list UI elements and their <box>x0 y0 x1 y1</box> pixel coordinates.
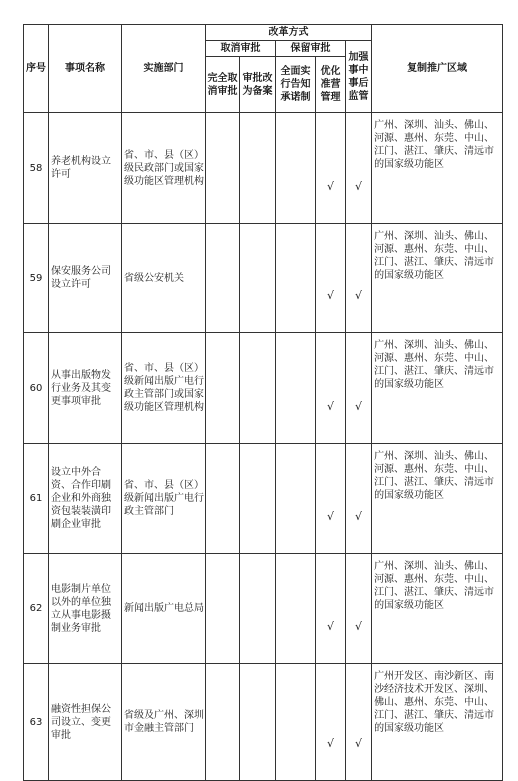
row-item-name: 融资性担保公司设立、变更审批 <box>49 664 122 781</box>
reform-items-table <box>23 24 503 781</box>
row-optimize-check: √ <box>316 664 346 781</box>
row-region: 广州开发区、南沙新区、南沙经济技术开发区、深圳、佛山、惠州、东莞、中山、江门、湛江、肇庆、清远市的国家级功能区 <box>372 664 503 781</box>
table-row <box>24 113 503 224</box>
table-row <box>24 333 503 444</box>
row-dept: 省、市、县（区）级民政部门或国家级功能区管理机构 <box>122 113 206 224</box>
row-to-record <box>240 444 276 554</box>
row-seq: 60 <box>24 333 49 444</box>
row-region: 广州、深圳、汕头、佛山、河源、惠州、东莞、中山、江门、湛江、肇庆、清远市的国家级功能区 <box>372 224 503 333</box>
row-seq: 62 <box>24 554 49 664</box>
table-row <box>24 664 503 781</box>
row-optimize-check: √ <box>316 113 346 224</box>
row-item-name: 从事出版物发行业务及其变更事项审批 <box>49 333 122 444</box>
row-region: 广州、深圳、汕头、佛山、河源、惠州、东莞、中山、江门、湛江、肇庆、清远市的国家级功能区 <box>372 444 503 554</box>
header-item-name: 事项名称 <box>49 25 122 113</box>
header-full-cancel: 完全取消审批 <box>206 57 240 113</box>
row-item-name: 设立中外合资、合作印刷企业和外商独资包装装潢印刷企业审批 <box>49 444 122 554</box>
row-item-name: 养老机构设立许可 <box>49 113 122 224</box>
header-notify-commitment: 全面实行告知承诺制 <box>276 57 316 113</box>
header-region: 复制推广区域 <box>372 25 503 113</box>
row-to-record <box>240 113 276 224</box>
row-strengthen-check: √ <box>346 333 372 444</box>
header-reform-method: 改革方式 <box>206 25 372 41</box>
row-optimize-check: √ <box>316 224 346 333</box>
row-notify <box>276 554 316 664</box>
row-strengthen-check: √ <box>346 224 372 333</box>
row-to-record <box>240 554 276 664</box>
row-full-cancel <box>206 333 240 444</box>
row-optimize-check: √ <box>316 444 346 554</box>
row-item-name: 电影制片单位以外的单位独立从事电影摄制业务审批 <box>49 554 122 664</box>
row-full-cancel <box>206 444 240 554</box>
header-seq: 序号 <box>24 25 49 113</box>
row-region: 广州、深圳、汕头、佛山、河源、惠州、东莞、中山、江门、湛江、肇庆、清远市的国家级功能区 <box>372 113 503 224</box>
row-full-cancel <box>206 113 240 224</box>
row-seq: 61 <box>24 444 49 554</box>
row-dept: 省、市、县（区）级新闻出版广电行政主管部门 <box>122 444 206 554</box>
row-notify <box>276 113 316 224</box>
row-full-cancel <box>206 554 240 664</box>
row-strengthen-check: √ <box>346 444 372 554</box>
row-strengthen-check: √ <box>346 554 372 664</box>
row-item-name: 保安服务公司设立许可 <box>49 224 122 333</box>
row-seq: 63 <box>24 664 49 781</box>
row-optimize-check: √ <box>316 554 346 664</box>
row-dept: 省级公安机关 <box>122 224 206 333</box>
row-seq: 58 <box>24 113 49 224</box>
header-strengthen-supervision: 加强事中事后监管 <box>346 41 372 113</box>
table-row <box>24 444 503 554</box>
row-dept: 省级及广州、深圳市金融主管部门 <box>122 664 206 781</box>
row-notify <box>276 224 316 333</box>
row-notify <box>276 333 316 444</box>
header-cancel-approval: 取消审批 <box>206 41 276 57</box>
row-full-cancel <box>206 664 240 781</box>
header-optimize-management: 优化准营管理 <box>316 57 346 113</box>
row-notify <box>276 444 316 554</box>
row-dept: 省、市、县（区）级新闻出版广电行政主管部门或国家级功能区管理机构 <box>122 333 206 444</box>
row-to-record <box>240 333 276 444</box>
row-optimize-check: √ <box>316 333 346 444</box>
row-seq: 59 <box>24 224 49 333</box>
header-retain-approval: 保留审批 <box>276 41 346 57</box>
row-notify <box>276 664 316 781</box>
table-row <box>24 554 503 664</box>
row-to-record <box>240 224 276 333</box>
row-region: 广州、深圳、汕头、佛山、河源、惠州、东莞、中山、江门、湛江、肇庆、清远市的国家级功能区 <box>372 554 503 664</box>
row-strengthen-check: √ <box>346 113 372 224</box>
table-row <box>24 224 503 333</box>
row-region: 广州、深圳、汕头、佛山、河源、惠州、东莞、中山、江门、湛江、肇庆、清远市的国家级功能区 <box>372 333 503 444</box>
row-to-record <box>240 664 276 781</box>
row-full-cancel <box>206 224 240 333</box>
header-dept: 实施部门 <box>122 25 206 113</box>
row-dept: 新闻出版广电总局 <box>122 554 206 664</box>
row-strengthen-check: √ <box>346 664 372 781</box>
header-to-record: 审批改为备案 <box>240 57 276 113</box>
